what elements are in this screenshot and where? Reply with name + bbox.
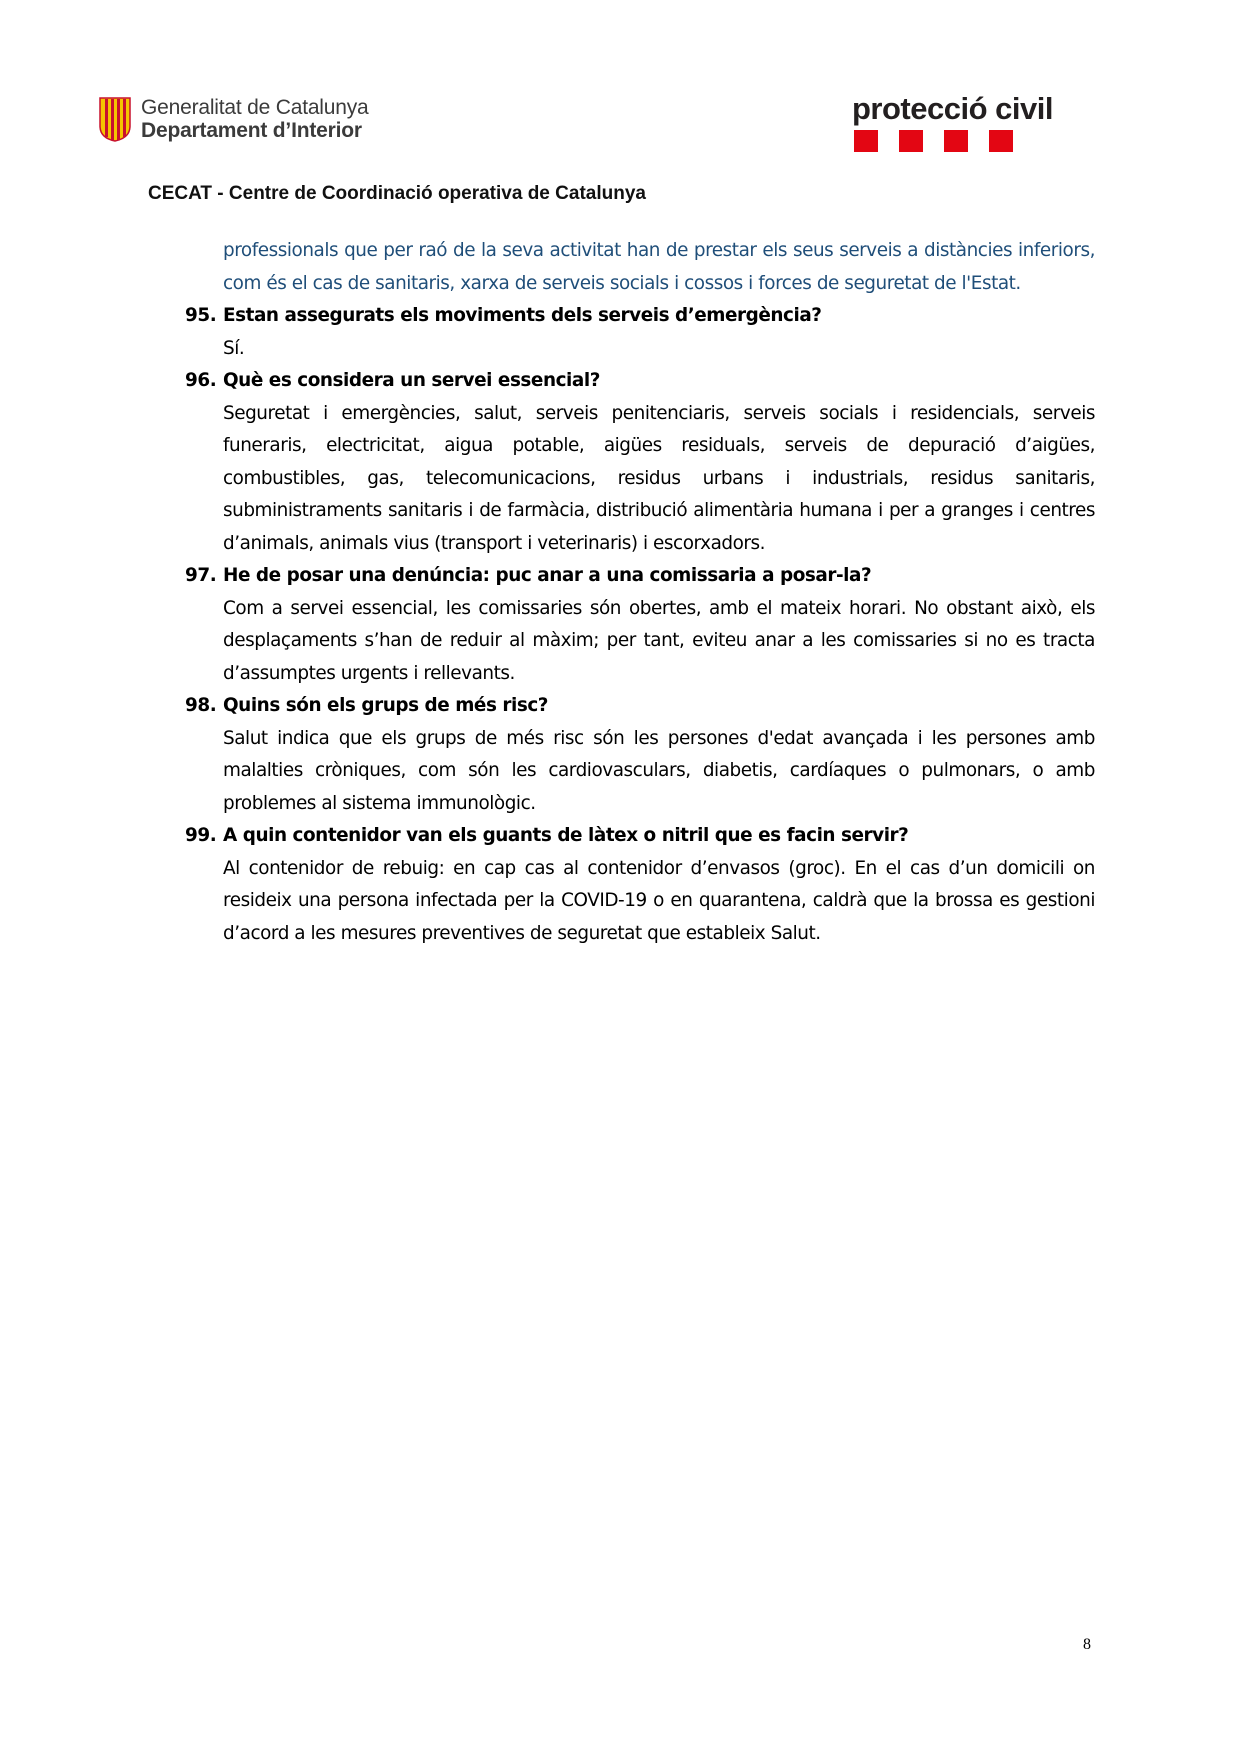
faq-item-95 (185, 300, 1095, 365)
red-square (944, 130, 968, 152)
question-number: 97. (185, 565, 217, 586)
document-header-title: CECAT - Centre de Coordinació operativa de Catalunya (148, 183, 646, 204)
continued-answer-text: professionals que per raó de la seva activitat han de prestar els seus serveis a distàncies inferiors, com és el cas de sanitaris, xarxa de serveis socials i cossos i forces de seguretat de l'Estat. (223, 240, 1095, 294)
faq-item-99 (185, 820, 1095, 950)
answer-text: Al contenidor de rebuig: en cap cas al contenidor d’envasos (groc). En el cas d’un domicili on resideix una persona infectada per la COVID-19 o en quarantena, caldrà que la brossa es gestioni d’acord a les mesures preventives de seguretat que estableix Salut. (223, 857, 1095, 944)
answer-text: Seguretat i emergències, salut, serveis penitenciaris, serveis socials i residencials, serveis funeraris, electricitat, aigua potable, aigües residuals, serveis de depuració d’aigües, combustibles, gas, telecomunicacions, residus urbans i industrials, residus sanitaris, subministraments sanitaris i de farmàcia, distribució alimentària humana i per a granges i centres d’animals, animals vius (transport i veterinaris) i escorxadors. (223, 402, 1095, 554)
generalitat-logo (98, 96, 369, 142)
gencat-name: Generalitat de Catalunya (141, 96, 369, 119)
red-square (899, 130, 923, 152)
question-text: Què es considera un servei essencial? (223, 370, 600, 391)
question-number: 98. (185, 695, 217, 716)
question-number: 96. (185, 370, 217, 391)
page-number: 8 (1083, 1636, 1091, 1653)
red-square (989, 130, 1013, 152)
red-square (854, 130, 878, 152)
catalan-emblem-icon (98, 96, 132, 142)
department-name: Departament d’Interior (141, 119, 362, 142)
faq-content (185, 235, 1095, 950)
proteccio-civil-title: protecció civil (852, 91, 1053, 126)
faq-item-97 (185, 560, 1095, 690)
question-text: Estan assegurats els moviments dels serveis d’emergència? (223, 305, 822, 326)
faq-item-98 (185, 690, 1095, 820)
answer-text: Sí. (223, 337, 245, 359)
question-text: Quins són els grups de més risc? (223, 695, 549, 716)
answer-text: Salut indica que els grups de més risc són les persones d'edat avançada i les persones amb malalties cròniques, com són les cardiovasculars, diabetis, cardíaques o pulmonars, o amb problemes al sistema immunològic. (223, 727, 1095, 814)
question-text: He de posar una denúncia: puc anar a una comissaria a posar-la? (223, 565, 872, 586)
question-number: 99. (185, 825, 217, 846)
red-squares-icon (854, 130, 1084, 152)
answer-text: Com a servei essencial, les comissaries són obertes, amb el mateix horari. No obstant això, els desplaçaments s’han de reduir al màxim; per tant, eviteu anar a les comissaries si no es tracta d’assumptes urgents i rellevants. (223, 597, 1095, 684)
faq-item-96 (185, 365, 1095, 560)
proteccio-civil-logo (852, 92, 1084, 152)
question-number: 95. (185, 305, 217, 326)
question-text: A quin contenidor van els guants de làtex o nitril que es facin servir? (223, 825, 909, 846)
